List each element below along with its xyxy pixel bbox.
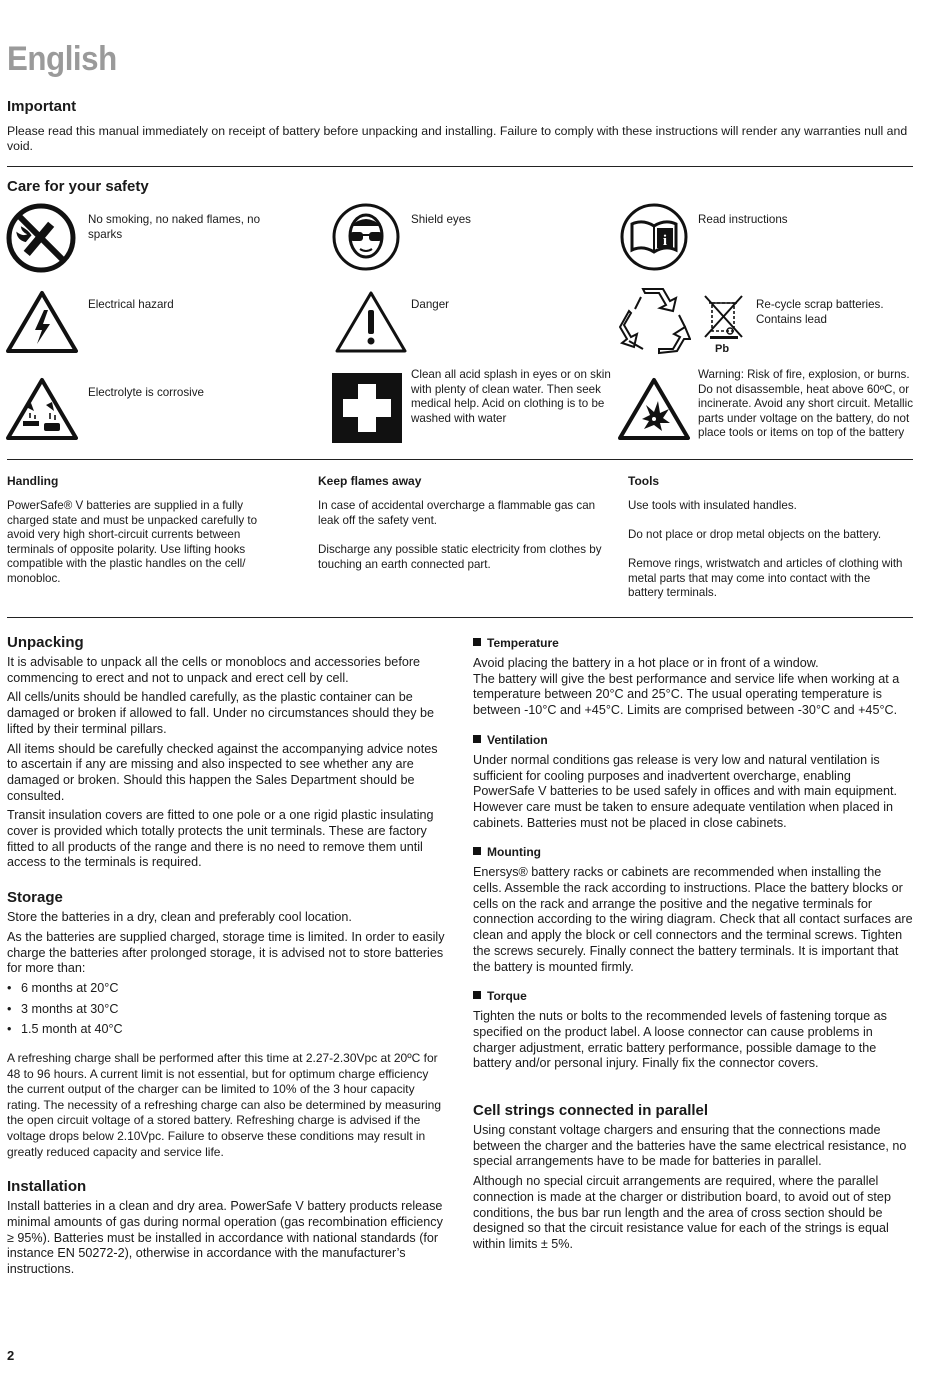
safety-item-text: Read instructions [698, 213, 788, 226]
safety-item-text: Shield eyes [411, 213, 471, 226]
first-aid-icon [331, 372, 403, 444]
svg-text:i: i [662, 233, 668, 249]
tools-text-1: Use tools with insulated handles. [628, 499, 797, 512]
shield-eyes-icon [331, 202, 401, 272]
tools-text-3: Remove rings, wristwatch and articles of clothing with metal parts that may come into contact with the battery terminals. [628, 557, 903, 599]
divider [7, 617, 913, 618]
safety-item-text: Danger [411, 298, 450, 311]
square-bullet-icon [473, 735, 481, 743]
storage-limits-list [7, 981, 447, 1038]
read-instructions-icon [619, 202, 689, 272]
explosion-icon [618, 377, 690, 441]
list-item: • 6 months at 20°C [7, 981, 447, 997]
unpacking-paragraph: It is advisable to unpack all the cells or monoblocs and accessories before commencing to erect and not to unpack and erect cell by cell. [7, 655, 421, 685]
parallel-paragraph: Although no special circuit arrangements are required, where the parallel connection is made at the charger or distribution board, to avoid out of step conditions, the bus bar run length and the area of cross section should be designed so that the circuit resistance value for each of the strings is equal within limits ± 5%. [473, 1174, 891, 1251]
square-bullet-icon [473, 638, 481, 646]
safety-item-text: Electrolyte is corrosive [88, 386, 204, 399]
unpacking-paragraph: All items should be carefully checked against the accompanying advice notes to ascertain if any are missing and also inspected to see whether any are damaged or broken. Should this happen the Sales Department should be consulted. [7, 741, 438, 803]
divider [7, 166, 913, 167]
temperature-paragraph: Avoid placing the battery in a hot place or in front of a window. [473, 656, 819, 670]
flames-text-2: Discharge any possible static electricity from clothes by touching an earth connected part. [318, 543, 602, 571]
list-item: • 3 months at 30°C [7, 1002, 447, 1018]
recycle-icon [619, 285, 691, 357]
torque-heading: Torque [487, 989, 527, 1004]
safety-heading: Care for your safety [7, 178, 149, 195]
handling-text: PowerSafe® V batteries are supplied in a fully charged state and must be unpacked carefully to avoid very high short-circuit currents between terminals of opposite polarity. Use lifting hooks compatible with the plastic handles on the cell/ monobloc. [7, 499, 258, 585]
tools-heading: Tools [628, 474, 660, 488]
no-smoking-icon [6, 203, 76, 273]
storage-paragraph: Store the batteries in a dry, clean and preferably cool location. [7, 910, 352, 925]
pb-label: Pb [715, 343, 730, 355]
square-bullet-icon [473, 991, 481, 999]
torque-paragraph: Tighten the nuts or bolts to the recommended levels of fastening torque as specified on the product label. A loose connector can cause problems in charger adjustment, erratic battery performance, possible damage to the battery and/or personal injury. Finally fix the connector covers. [473, 1009, 887, 1071]
parallel-heading: Cell strings connected in parallel [473, 1102, 709, 1120]
safety-item-text: Re-cycle scrap batteries. Contains lead [756, 298, 884, 326]
safety-item-text: No smoking, no naked flames, no sparks [88, 213, 261, 241]
storage-paragraph: As the batteries are supplied charged, storage time is limited. In order to easily charge the batteries after prolonged storage, it is advised not to store batteries for more than: [7, 929, 445, 976]
page-number: 2 [7, 1348, 15, 1363]
language-title: English [7, 40, 117, 78]
flames-heading: Keep flames away [318, 474, 422, 488]
right-column [473, 636, 913, 1257]
mounting-heading: Mounting [487, 845, 541, 860]
unpacking-heading: Unpacking [7, 634, 84, 651]
safety-item-text: Warning: Risk of fire, explosion, or burns. Do not disassemble, heat above 60ºC, or incinerate. Avoid any short circuit. Metallic parts under voltage on the battery, do not place tools or items on top of the battery [698, 368, 914, 439]
left-column [7, 634, 447, 1282]
list-item: • 1.5 month at 40°C [7, 1022, 447, 1038]
electrical-hazard-icon [6, 290, 78, 354]
ventilation-heading: Ventilation [487, 732, 548, 747]
corrosive-icon [6, 377, 78, 441]
unpacking-paragraph: All cells/units should be handled carefully, as the plastic container can be damaged or broken if allowed to fall. Under no circumstances should they be lifted by their terminal pillars. [7, 690, 435, 736]
flames-text-1: In case of accidental overcharge a flammable gas can leak off the safety vent. [318, 499, 596, 527]
parallel-paragraph: Using constant voltage chargers and ensuring that the connections made between the charger and the batteries have the same electrical resistance, no special arrangements have to be made for batteries in parallel. [473, 1123, 907, 1169]
important-heading: Important [7, 98, 77, 115]
tools-text-2: Do not place or drop metal objects on the battery. [628, 528, 882, 541]
important-text: Please read this manual immediately on receipt of battery before unpacking and installing. Failure to comply with these instructions will render any warranties null and void. [7, 124, 908, 153]
handling-heading: Handling [7, 474, 59, 488]
unpacking-paragraph: Transit insulation covers are fitted to one pole or a one rigid plastic insulating cover is provided which totally protects the unit terminals. These are factory fitted to all products of the range and there is no need to remove them until access to the terminals is required. [7, 808, 434, 870]
safety-item-text: Clean all acid splash in eyes or on skin with plenty of clean water. Then seek medical help. Acid on clothing is to be washed with water [411, 368, 611, 425]
storage-heading: Storage [7, 889, 63, 907]
installation-heading: Installation [7, 1178, 87, 1196]
mounting-paragraph: Enersys® battery racks or cabinets are recommended when installing the cells. Assemble the rack according to instructions. Place the battery blocks or cells on the rack and arrange the positive and the negative terminals for connection according to the wiring diagram. Check that all contact surfaces are clean and apply the block or cell connectors and the terminal screws. Tighten the screws securely. Finally connect the battery terminals. It is important that the battery is mounted firmly. [473, 865, 913, 974]
square-bullet-icon [473, 847, 481, 855]
ventilation-paragraph: Under normal conditions gas release is very low and natural ventilation is sufficient for cooling purposes and inadvertent overcharge, enabling PowerSafe V batteries to be used safely in offices and with main equipment. However care must be taken to ensure adequate ventilation when placed in cabinets. Batteries must not be placed in close cabinets. [473, 752, 897, 830]
installation-paragraph: Install batteries in a clean and dry area. PowerSafe V battery products release minimal amounts of gas during normal operation (gas recombination efficiency ≥ 95%). Batteries must be installed in accordance with national standards (for instance EN 50272-2), otherwise in accordance with the manufacturer’s instructions. [7, 1199, 443, 1277]
danger-icon [335, 290, 407, 354]
temperature-heading: Temperature [487, 636, 559, 650]
safety-item-text: Electrical hazard [88, 298, 174, 311]
divider [7, 459, 913, 460]
storage-refresh-text: A refreshing charge shall be performed after this time at 2.27-2.30Vpc at 20ºC for 48 to 96 hours. A current limit is not essential, but for optimum charge efficiency the current output of the charger can be limited to 10% of the 3 hour capacity rating. The necessity of a refreshing charge can also be determined by measuring the open circuit voltage of a stored battery. Refreshing charge is advised if the voltage drops below 2.10Vpc. Failure to observe these conditions may result in greatly reduced capacity and service life. [7, 1051, 442, 1159]
temperature-paragraph: The battery will give the best performance and service life when working at a temperature between 20°C and 25°C. The usual operating temperature is between -10°C and +45°C. Limits are comprised between -30°C and +45°C. [473, 671, 900, 718]
